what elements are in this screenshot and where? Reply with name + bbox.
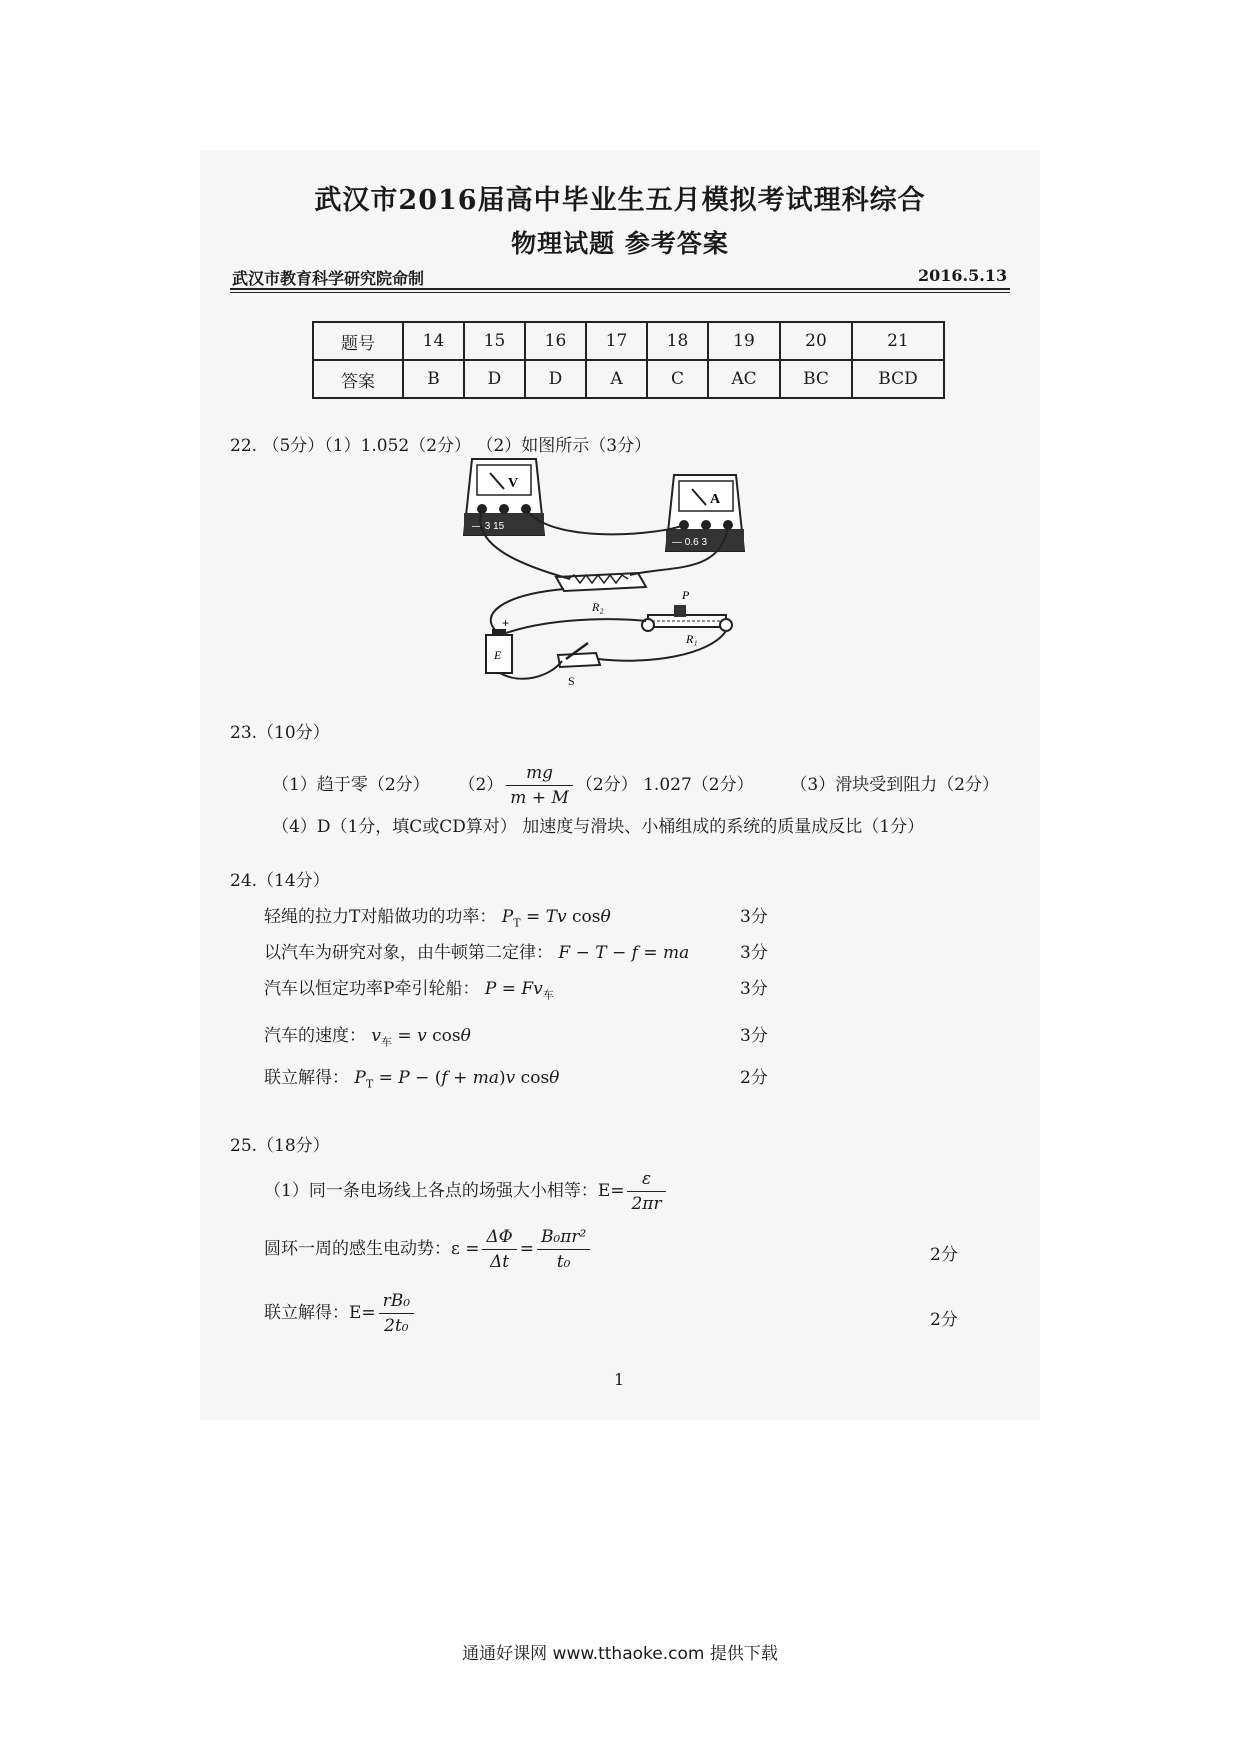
q25-line-2-lhs: ε =: [451, 1239, 480, 1259]
question-number: 20: [780, 322, 852, 360]
resistor-r1-icon: [642, 588, 732, 646]
q23-fraction: [506, 761, 573, 810]
q24-step-score: 3分: [740, 1026, 768, 1046]
answer-row: [313, 360, 944, 398]
row-label: 题号: [313, 322, 403, 360]
voltmeter-label: V: [508, 476, 519, 491]
answer-table: [312, 321, 945, 399]
q23-part3: （3）滑块受到阻力（2分）: [790, 775, 1000, 795]
answer-cell: D: [525, 360, 586, 398]
fraction-denominator: 2πr: [631, 1194, 662, 1214]
q24-step-score: 3分: [740, 907, 768, 927]
q25-line-2-score: 2分: [930, 1245, 958, 1265]
q25-line-3-score: 2分: [930, 1310, 958, 1330]
ammeter-scale: — 0.6 3: [672, 537, 708, 548]
fraction-numerator: B₀πr²: [537, 1225, 590, 1250]
question-number: 19: [708, 322, 780, 360]
answer-cell: BCD: [852, 360, 944, 398]
page-number: 1: [614, 1370, 625, 1389]
ammeter-label: A: [710, 492, 721, 507]
q23-fraction-denominator: m + M: [510, 788, 569, 808]
q25-line-2: [264, 1222, 593, 1276]
p-label: P: [682, 588, 690, 602]
q24-step-text: 联立解得：: [264, 1068, 349, 1088]
issue-date: 2016.5.13: [918, 266, 1008, 285]
answer-cell: D: [464, 360, 525, 398]
question-number: 14: [403, 322, 464, 360]
footer-credit: 通通好课网 www.tthaoke.com 提供下载: [462, 1644, 778, 1664]
answer-cell: A: [586, 360, 647, 398]
ammeter-icon: [666, 475, 744, 551]
answer-cell: BC: [780, 360, 852, 398]
question-number: 16: [525, 322, 586, 360]
question-number: 15: [464, 322, 525, 360]
voltmeter-icon: [464, 459, 544, 535]
q24-step-score: 2分: [740, 1068, 768, 1088]
q24-step-5: 联立解得： $P_T = P - (f + ma)v$ cosθ: [264, 1068, 560, 1091]
circuit-diagram: [460, 455, 760, 693]
fraction-numerator: ε: [627, 1167, 665, 1192]
switch-label: S: [568, 674, 575, 688]
document-title: 武汉市2016届高中毕业生五月模拟考试理科综合: [314, 185, 926, 216]
q24-step-text: 轻绳的拉力T对船做功的功率：: [264, 907, 497, 927]
switch-icon: [558, 643, 600, 688]
answer-cell: C: [647, 360, 708, 398]
q24-heading: 24.（14分）: [230, 871, 330, 891]
q25-line-2-fraction-2: [537, 1225, 590, 1274]
q23-fraction-numerator: mg: [506, 761, 573, 786]
q23-part2-label: （2）: [458, 775, 504, 795]
q25-line-3-lhs: E=: [349, 1303, 376, 1323]
q25-heading: 25.（18分）: [230, 1136, 330, 1156]
fraction-denominator: 2t₀: [384, 1316, 409, 1336]
q25-line-1-lhs: E=: [597, 1181, 625, 1201]
q25-line-1: [264, 1164, 669, 1218]
equals-sign: =: [519, 1239, 534, 1259]
q23-line-1: [272, 757, 999, 813]
q25-line-3: [264, 1286, 417, 1340]
question-number-row: [313, 322, 944, 360]
q22-answer: 22. （5分）（1）1.052（2分） （2）如图所示（3分）: [230, 436, 652, 456]
r2-label: R₂: [592, 600, 604, 614]
plus-label: +: [502, 616, 510, 630]
header-rule: [230, 288, 1010, 290]
q24-step-text: 汽车的速度：: [264, 1026, 366, 1046]
q24-step-3: 汽车以恒定功率P牵引轮船： $P = Fv_车$: [264, 979, 554, 1002]
header-rule-thin: [230, 292, 1010, 293]
q25-line-1-text: （1）同一条电场线上各点的场强大小相等：: [264, 1181, 598, 1201]
question-number: 18: [647, 322, 708, 360]
battery-label: E: [494, 648, 502, 662]
r1-label: R₁: [686, 632, 698, 646]
q24-step-text: 以汽车为研究对象，由牛顿第二定律：: [264, 943, 553, 963]
q23-line-2: （4）D（1分，填C或CD算对） 加速度与滑块、小桶组成的系统的质量成反比（1分）: [272, 817, 925, 837]
q23-heading: 23.（10分）: [230, 723, 330, 743]
q24-step-1: 轻绳的拉力T对船做功的功率： $P_T = Tv$ cosθ: [264, 907, 611, 930]
q24-step-text: 汽车以恒定功率P牵引轮船：: [264, 979, 480, 999]
answer-cell: AC: [708, 360, 780, 398]
q24-step-score: 3分: [740, 943, 768, 963]
q25-line-2-fraction-1: [482, 1225, 516, 1274]
q24-step-2: 以汽车为研究对象，由牛顿第二定律： F − T − f = ma: [264, 943, 690, 963]
answer-cell: B: [403, 360, 464, 398]
battery-icon: [486, 616, 512, 673]
question-number: 21: [852, 322, 944, 360]
fraction-denominator: t₀: [556, 1252, 571, 1272]
fraction-numerator: ΔΦ: [482, 1225, 516, 1250]
document-subtitle: 物理试题 参考答案: [511, 229, 729, 258]
question-number: 17: [586, 322, 647, 360]
q25-line-3-fraction: [379, 1289, 414, 1338]
q25-line-3-text: 联立解得：: [264, 1303, 349, 1323]
voltmeter-scale: — 3 15: [472, 521, 505, 532]
q24-step-score: 3分: [740, 979, 768, 999]
q25-line-1-fraction: [627, 1167, 665, 1216]
issuing-organization: 武汉市教育科学研究院命制: [232, 269, 425, 288]
fraction-numerator: rB₀: [379, 1289, 414, 1314]
row-label: 答案: [313, 360, 403, 398]
q23-part1: （1）趋于零（2分）: [272, 775, 430, 795]
q24-step-4: 汽车的速度： $v_车 = v$ cosθ: [264, 1026, 471, 1049]
fraction-denominator: Δt: [490, 1252, 510, 1272]
q23-part2-score: （2分） 1.027（2分）: [575, 775, 754, 795]
q25-line-2-text: 圆环一周的感生电动势：: [264, 1239, 451, 1259]
